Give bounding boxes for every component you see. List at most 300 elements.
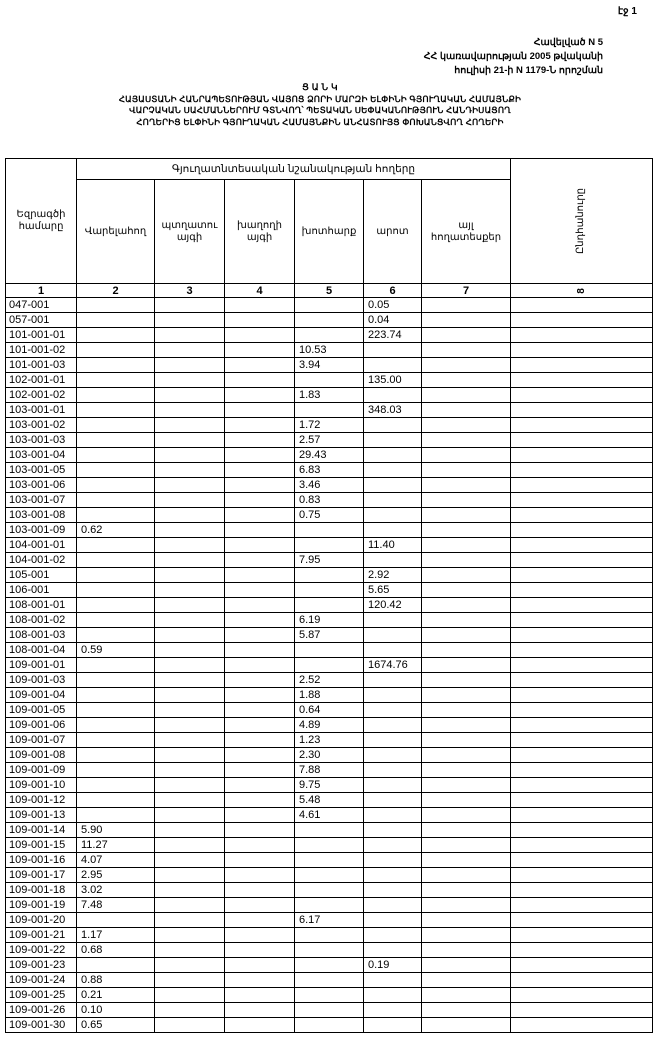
value-cell xyxy=(225,688,295,703)
value-cell xyxy=(511,568,653,583)
document-title xyxy=(40,82,600,128)
value-cell xyxy=(155,508,225,523)
value-cell xyxy=(422,553,511,568)
value-cell: 2.30 xyxy=(295,748,364,763)
table-row xyxy=(6,673,653,688)
value-cell xyxy=(77,433,155,448)
value-cell xyxy=(295,973,364,988)
value-cell xyxy=(225,388,295,403)
value-cell xyxy=(511,373,653,388)
value-cell xyxy=(364,673,422,688)
value-cell xyxy=(225,403,295,418)
value-cell xyxy=(225,868,295,883)
col-number: 6 xyxy=(364,284,422,298)
value-cell xyxy=(225,898,295,913)
value-cell xyxy=(511,958,653,973)
table-row xyxy=(6,403,653,418)
value-cell: 6.17 xyxy=(295,913,364,928)
value-cell xyxy=(77,538,155,553)
value-cell xyxy=(77,463,155,478)
value-cell xyxy=(155,733,225,748)
value-cell xyxy=(422,823,511,838)
value-cell xyxy=(422,433,511,448)
table-row xyxy=(6,793,653,808)
value-cell xyxy=(155,373,225,388)
value-cell xyxy=(511,328,653,343)
value-cell xyxy=(77,478,155,493)
value-cell xyxy=(155,928,225,943)
value-cell xyxy=(511,583,653,598)
value-cell: 135.00 xyxy=(364,373,422,388)
value-cell xyxy=(511,508,653,523)
value-cell xyxy=(511,973,653,988)
table-row xyxy=(6,538,653,553)
value-cell xyxy=(511,433,653,448)
value-cell xyxy=(422,343,511,358)
parcel-number-cell: 109-001-13 xyxy=(6,808,77,823)
value-cell xyxy=(364,478,422,493)
value-cell xyxy=(225,958,295,973)
value-cell: 7.48 xyxy=(77,898,155,913)
value-cell xyxy=(364,388,422,403)
value-cell xyxy=(511,793,653,808)
value-cell xyxy=(422,1003,511,1018)
table-row xyxy=(6,883,653,898)
value-cell xyxy=(364,433,422,448)
value-cell xyxy=(77,658,155,673)
parcel-number-cell: 105-001 xyxy=(6,568,77,583)
parcel-number-cell: 109-001-07 xyxy=(6,733,77,748)
value-cell xyxy=(511,523,653,538)
table-row xyxy=(6,853,653,868)
value-cell xyxy=(155,598,225,613)
value-cell xyxy=(155,358,225,373)
value-cell xyxy=(364,898,422,913)
parcel-number-cell: 109-001-30 xyxy=(6,1018,77,1033)
value-cell: 29.43 xyxy=(295,448,364,463)
value-cell xyxy=(77,388,155,403)
table-row xyxy=(6,688,653,703)
value-cell xyxy=(295,1018,364,1033)
value-cell xyxy=(511,448,653,463)
value-cell xyxy=(295,958,364,973)
value-cell: 0.21 xyxy=(77,988,155,1003)
value-cell xyxy=(364,523,422,538)
value-cell xyxy=(422,298,511,313)
value-cell xyxy=(295,943,364,958)
value-cell xyxy=(422,463,511,478)
value-cell xyxy=(155,778,225,793)
value-cell xyxy=(511,418,653,433)
land-parcels-table xyxy=(5,158,653,1033)
value-cell xyxy=(155,853,225,868)
value-cell: 1.88 xyxy=(295,688,364,703)
value-cell xyxy=(295,313,364,328)
col-header-arable: Վարելահող xyxy=(77,180,155,284)
value-cell xyxy=(295,538,364,553)
value-cell xyxy=(422,763,511,778)
parcel-number-cell: 101-001-01 xyxy=(6,328,77,343)
value-cell xyxy=(77,748,155,763)
value-cell xyxy=(422,793,511,808)
value-cell xyxy=(295,838,364,853)
value-cell xyxy=(364,913,422,928)
parcel-number-cell: 109-001-26 xyxy=(6,1003,77,1018)
value-cell xyxy=(155,448,225,463)
value-cell xyxy=(225,478,295,493)
col-header-orchard: պտղատու այգի xyxy=(155,180,225,284)
table-row xyxy=(6,313,653,328)
page-number: էջ 1 xyxy=(617,6,637,17)
value-cell xyxy=(422,583,511,598)
value-cell xyxy=(155,673,225,688)
value-cell xyxy=(77,613,155,628)
parcel-number-cell: 109-001-04 xyxy=(6,688,77,703)
value-cell xyxy=(155,493,225,508)
value-cell xyxy=(225,583,295,598)
value-cell xyxy=(77,673,155,688)
table-row xyxy=(6,388,653,403)
value-cell xyxy=(77,688,155,703)
value-cell xyxy=(511,748,653,763)
parcel-number-cell: 103-001-01 xyxy=(6,403,77,418)
value-cell xyxy=(155,748,225,763)
value-cell xyxy=(511,463,653,478)
value-cell xyxy=(511,358,653,373)
value-cell xyxy=(422,748,511,763)
value-cell xyxy=(511,628,653,643)
value-cell: 11.40 xyxy=(364,538,422,553)
table-row xyxy=(6,643,653,658)
value-cell xyxy=(422,868,511,883)
value-cell xyxy=(155,388,225,403)
table-row xyxy=(6,613,653,628)
parcel-number-cell: 109-001-06 xyxy=(6,718,77,733)
annex-note xyxy=(424,36,603,78)
value-cell xyxy=(511,553,653,568)
value-cell: 0.83 xyxy=(295,493,364,508)
value-cell xyxy=(295,823,364,838)
value-cell xyxy=(295,373,364,388)
parcel-number-cell: 109-001-03 xyxy=(6,673,77,688)
parcel-number-cell: 109-001-01 xyxy=(6,658,77,673)
value-cell: 0.59 xyxy=(77,643,155,658)
parcel-number-cell: 109-001-19 xyxy=(6,898,77,913)
value-cell xyxy=(155,553,225,568)
value-cell xyxy=(225,343,295,358)
col-number: 5 xyxy=(295,284,364,298)
value-cell xyxy=(511,343,653,358)
value-cell xyxy=(511,733,653,748)
value-cell xyxy=(511,703,653,718)
value-cell xyxy=(77,328,155,343)
value-cell: 7.95 xyxy=(295,553,364,568)
value-cell xyxy=(155,343,225,358)
value-cell xyxy=(511,1003,653,1018)
value-cell xyxy=(511,613,653,628)
value-cell xyxy=(422,1018,511,1033)
value-cell xyxy=(225,748,295,763)
value-cell xyxy=(364,553,422,568)
value-cell xyxy=(422,418,511,433)
value-cell xyxy=(155,703,225,718)
value-cell xyxy=(155,823,225,838)
table-row xyxy=(6,448,653,463)
title-line-1: ՀԱՅԱՍՏԱՆԻ ՀԱՆՐԱՊԵՏՈՒԹՅԱՆ ՎԱՅՈՑ ՁՈՐԻ ՄԱՐԶԻ ԵԼՓԻՆԻ ԳՅՈՒՂԱԿԱՆ ՀԱՄԱՅՆՔԻ xyxy=(118,93,522,104)
table-row xyxy=(6,763,653,778)
value-cell xyxy=(155,718,225,733)
value-cell xyxy=(422,598,511,613)
value-cell xyxy=(155,793,225,808)
value-cell xyxy=(422,448,511,463)
col-number: 4 xyxy=(225,284,295,298)
value-cell xyxy=(155,763,225,778)
value-cell xyxy=(422,523,511,538)
col-number: 2 xyxy=(77,284,155,298)
value-cell xyxy=(364,358,422,373)
value-cell xyxy=(225,298,295,313)
value-cell xyxy=(155,688,225,703)
value-cell: 223.74 xyxy=(364,328,422,343)
col-header-other-land: այլ հողատեսքեր xyxy=(422,180,511,284)
value-cell xyxy=(364,493,422,508)
table-row xyxy=(6,493,653,508)
table-row xyxy=(6,523,653,538)
value-cell xyxy=(511,313,653,328)
value-cell xyxy=(422,838,511,853)
value-cell xyxy=(155,838,225,853)
value-cell: 6.19 xyxy=(295,613,364,628)
parcel-number-cell: 104-001-02 xyxy=(6,553,77,568)
value-cell xyxy=(155,328,225,343)
value-cell xyxy=(422,658,511,673)
value-cell: 0.88 xyxy=(77,973,155,988)
parcel-number-cell: 109-001-23 xyxy=(6,958,77,973)
value-cell xyxy=(364,418,422,433)
value-cell xyxy=(364,718,422,733)
table-row xyxy=(6,913,653,928)
col-number: 3 xyxy=(155,284,225,298)
value-cell: 4.89 xyxy=(295,718,364,733)
value-cell xyxy=(364,613,422,628)
parcel-number-cell: 103-001-09 xyxy=(6,523,77,538)
annex-line-2: ՀՀ կառավարության 2005 թվականի xyxy=(423,51,603,62)
value-cell xyxy=(422,328,511,343)
value-cell xyxy=(225,373,295,388)
value-cell xyxy=(511,538,653,553)
col-number: 7 xyxy=(422,284,511,298)
table-row xyxy=(6,823,653,838)
parcel-number-cell: 109-001-22 xyxy=(6,943,77,958)
value-cell xyxy=(155,643,225,658)
value-cell xyxy=(511,298,653,313)
value-cell xyxy=(77,418,155,433)
value-cell xyxy=(77,958,155,973)
table-row xyxy=(6,598,653,613)
value-cell xyxy=(364,763,422,778)
value-cell xyxy=(422,988,511,1003)
value-cell xyxy=(155,628,225,643)
value-cell xyxy=(422,733,511,748)
value-cell xyxy=(155,298,225,313)
group-header-agricultural: Գյուղատնտեսական նշանակության հողերը xyxy=(77,159,511,180)
value-cell xyxy=(77,373,155,388)
value-cell: 6.83 xyxy=(295,463,364,478)
parcel-number-cell: 103-001-07 xyxy=(6,493,77,508)
value-cell xyxy=(155,568,225,583)
value-cell xyxy=(225,628,295,643)
value-cell xyxy=(77,298,155,313)
value-cell xyxy=(155,898,225,913)
parcel-number-cell: 109-001-14 xyxy=(6,823,77,838)
value-cell xyxy=(77,733,155,748)
parcel-number-cell: 108-001-01 xyxy=(6,598,77,613)
table-row xyxy=(6,928,653,943)
value-cell: 9.75 xyxy=(295,778,364,793)
value-cell xyxy=(295,898,364,913)
value-cell xyxy=(77,568,155,583)
value-cell: 2.92 xyxy=(364,568,422,583)
value-cell xyxy=(295,298,364,313)
value-cell xyxy=(422,943,511,958)
value-cell: 2.52 xyxy=(295,673,364,688)
value-cell xyxy=(511,853,653,868)
value-cell xyxy=(77,583,155,598)
value-cell xyxy=(364,1003,422,1018)
value-cell xyxy=(422,928,511,943)
col-number: 8 xyxy=(511,284,653,298)
value-cell xyxy=(225,973,295,988)
value-cell xyxy=(225,793,295,808)
value-cell xyxy=(155,613,225,628)
value-cell xyxy=(77,448,155,463)
value-cell: 5.90 xyxy=(77,823,155,838)
parcel-number-cell: 109-001-25 xyxy=(6,988,77,1003)
col-header-pasture: արոտ xyxy=(364,180,422,284)
parcel-number-cell: 103-001-06 xyxy=(6,478,77,493)
value-cell xyxy=(225,928,295,943)
value-cell xyxy=(225,943,295,958)
value-cell xyxy=(225,568,295,583)
value-cell xyxy=(77,763,155,778)
value-cell xyxy=(295,868,364,883)
value-cell xyxy=(364,1018,422,1033)
value-cell xyxy=(364,808,422,823)
value-cell xyxy=(77,778,155,793)
parcel-number-cell: 109-001-20 xyxy=(6,913,77,928)
value-cell xyxy=(422,313,511,328)
value-cell xyxy=(77,403,155,418)
parcel-number-cell: 101-001-03 xyxy=(6,358,77,373)
value-cell: 0.75 xyxy=(295,508,364,523)
table-row xyxy=(6,748,653,763)
value-cell xyxy=(225,598,295,613)
value-cell xyxy=(422,958,511,973)
value-cell xyxy=(511,673,653,688)
value-cell xyxy=(225,733,295,748)
value-cell xyxy=(295,643,364,658)
value-cell xyxy=(295,928,364,943)
value-cell xyxy=(155,313,225,328)
value-cell: 3.02 xyxy=(77,883,155,898)
value-cell xyxy=(511,778,653,793)
value-cell xyxy=(295,328,364,343)
value-cell xyxy=(364,628,422,643)
value-cell xyxy=(511,493,653,508)
value-cell xyxy=(511,763,653,778)
table-row xyxy=(6,958,653,973)
parcel-number-cell: 106-001 xyxy=(6,583,77,598)
value-cell xyxy=(77,718,155,733)
value-cell xyxy=(77,793,155,808)
value-cell xyxy=(422,478,511,493)
value-cell: 1.72 xyxy=(295,418,364,433)
table-row xyxy=(6,508,653,523)
value-cell xyxy=(225,643,295,658)
value-cell: 0.65 xyxy=(77,1018,155,1033)
value-cell xyxy=(155,913,225,928)
value-cell xyxy=(511,598,653,613)
value-cell xyxy=(155,973,225,988)
value-cell xyxy=(225,913,295,928)
table-body xyxy=(6,298,653,1033)
value-cell xyxy=(225,538,295,553)
value-cell xyxy=(364,883,422,898)
parcel-number-cell: 103-001-04 xyxy=(6,448,77,463)
value-cell xyxy=(225,493,295,508)
parcel-number-cell: 057-001 xyxy=(6,313,77,328)
value-cell xyxy=(364,733,422,748)
value-cell: 1674.76 xyxy=(364,658,422,673)
value-cell xyxy=(77,493,155,508)
parcel-number-cell: 104-001-01 xyxy=(6,538,77,553)
parcel-number-cell: 109-001-18 xyxy=(6,883,77,898)
value-cell xyxy=(511,988,653,1003)
table-row xyxy=(6,778,653,793)
parcel-number-cell: 109-001-16 xyxy=(6,853,77,868)
value-cell xyxy=(295,568,364,583)
value-cell xyxy=(511,808,653,823)
value-cell xyxy=(511,658,653,673)
value-cell xyxy=(225,988,295,1003)
parcel-number-cell: 101-001-02 xyxy=(6,343,77,358)
value-cell xyxy=(364,448,422,463)
value-cell xyxy=(422,508,511,523)
parcel-number-cell: 103-001-05 xyxy=(6,463,77,478)
parcel-number-cell: 108-001-03 xyxy=(6,628,77,643)
value-cell xyxy=(511,643,653,658)
value-cell xyxy=(511,1018,653,1033)
parcel-number-cell: 108-001-04 xyxy=(6,643,77,658)
table-row xyxy=(6,898,653,913)
value-cell xyxy=(511,718,653,733)
value-cell: 1.83 xyxy=(295,388,364,403)
value-cell: 2.57 xyxy=(295,433,364,448)
parcel-number-cell: 102-001-02 xyxy=(6,388,77,403)
value-cell: 3.46 xyxy=(295,478,364,493)
value-cell xyxy=(422,973,511,988)
col-number: 1 xyxy=(6,284,77,298)
parcel-number-cell: 109-001-17 xyxy=(6,868,77,883)
table-row xyxy=(6,718,653,733)
value-cell xyxy=(155,658,225,673)
value-cell xyxy=(422,388,511,403)
value-cell xyxy=(155,538,225,553)
table-row xyxy=(6,553,653,568)
value-cell xyxy=(225,1018,295,1033)
value-cell xyxy=(295,988,364,1003)
value-cell xyxy=(155,583,225,598)
